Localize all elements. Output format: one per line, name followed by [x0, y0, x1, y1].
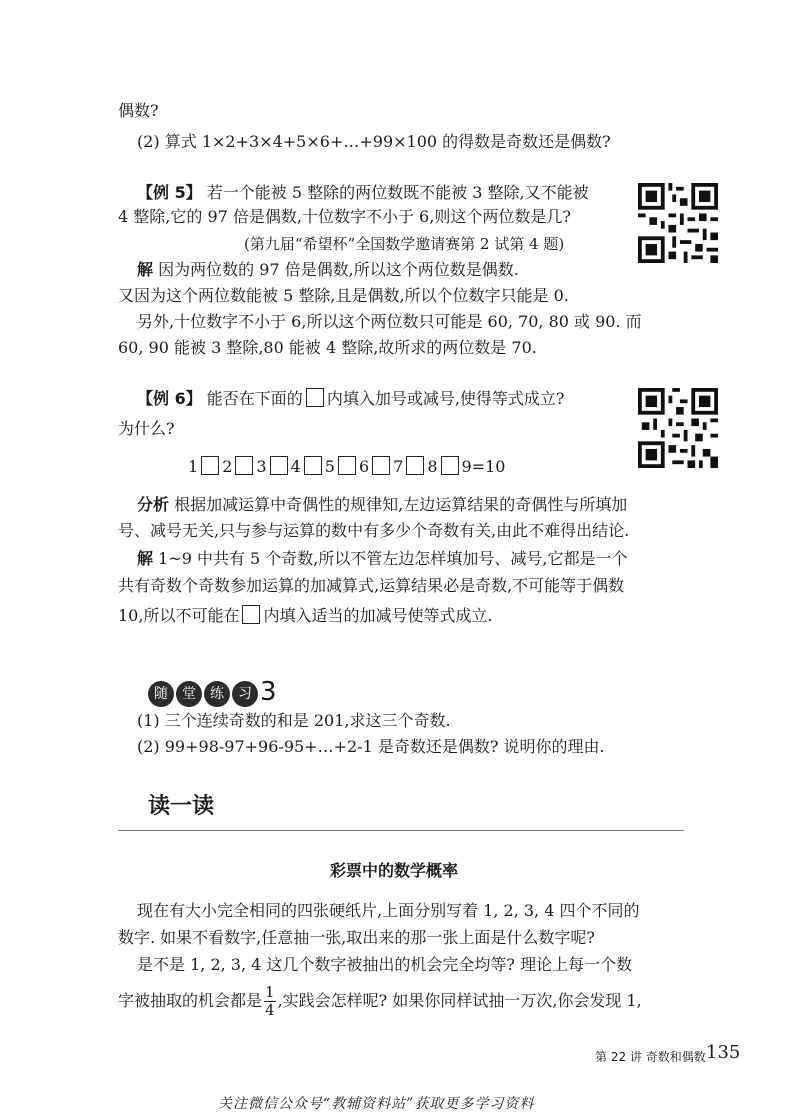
- text: ,实践会怎样呢? 如果你同样试抽一万次,你会发现 1,: [277, 991, 642, 1010]
- practice-char: 习: [232, 681, 258, 707]
- equation-number: 5: [324, 457, 335, 476]
- blank-box: [235, 456, 253, 475]
- equation-end: 9=10: [461, 457, 506, 476]
- text-line: (2) 算式 1×2+3×4+5×6+…+99×100 的得数是奇数还是偶数?: [137, 132, 611, 151]
- blank-box: [338, 456, 356, 475]
- article-title: 彩票中的数学概率: [330, 861, 459, 880]
- equation-number: 4: [290, 457, 301, 476]
- text: 10,所以不可能在: [118, 606, 240, 625]
- blank-box: [406, 456, 424, 475]
- text: 若一个能被 5 整除的两位数既不能被 3 整除,又不能被: [201, 183, 589, 202]
- equation-number: 1: [188, 457, 199, 476]
- practice-char: 随: [148, 681, 174, 707]
- text-line: [118, 605, 493, 627]
- blank-box: [372, 456, 390, 475]
- qr-code-icon: [638, 388, 718, 468]
- solution-label: 解: [137, 260, 154, 279]
- text: 1~9 中共有 5 个奇数,所以不管左边怎样填加号、减号,它都是一个: [153, 549, 628, 568]
- example-5-line1: [137, 182, 589, 204]
- blank-box: [270, 456, 288, 475]
- equation-number: 7: [393, 457, 404, 476]
- text-line: 共有奇数个奇数参加运算的加减算式,运算结果必是奇数,不可能等于偶数: [118, 576, 625, 595]
- practice-question: (2) 99+98-97+96-95+…+2-1 是奇数还是偶数? 说明你的理由.: [137, 737, 605, 756]
- blank-box: [306, 388, 324, 407]
- text-line: 另外,十位数字不小于 6,所以这个两位数只可能是 60, 70, 80 或 90. 而: [137, 312, 642, 331]
- text: 能否在下面的: [201, 389, 303, 408]
- text: 内填入适当的加减号使等式成立.: [263, 606, 493, 625]
- practice-char: 练: [204, 681, 230, 707]
- qr-code-icon: [638, 183, 718, 263]
- equation: [188, 456, 505, 478]
- text-line: 为什么?: [118, 419, 175, 438]
- solution-line: [137, 259, 519, 281]
- reading-heading: 读一读: [148, 794, 215, 819]
- example-6-line1: [137, 388, 564, 410]
- text-line: 是不是 1, 2, 3, 4 这几个数字被抽出的机会完全均等? 理论上每一个数: [137, 955, 633, 974]
- blank-box: [242, 605, 260, 624]
- analysis-label: 分析: [137, 495, 170, 514]
- equation-number: 3: [256, 457, 267, 476]
- fraction-denominator: 4: [265, 1001, 275, 1019]
- text-line: 数字. 如果不看数字,任意抽一张,取出来的那一张上面是什么数字呢?: [118, 928, 595, 947]
- example-label: 【例 5】: [137, 183, 202, 202]
- example-label: 【例 6】: [137, 389, 202, 408]
- analysis-line: [137, 494, 627, 516]
- solution-label: 解: [137, 549, 154, 568]
- page-number: 135: [706, 1042, 741, 1063]
- text-line: [118, 982, 642, 1020]
- text-line: 现在有大小完全相同的四张硬纸片,上面分别写着 1, 2, 3, 4 四个不同的: [137, 901, 640, 920]
- fraction: [264, 984, 276, 1019]
- text-line: 号、减号无关,只与参与运算的数中有多少个奇数有关,由此不难得出结论.: [118, 521, 630, 540]
- practice-question: (1) 三个连续奇数的和是 201,求这三个奇数.: [137, 711, 451, 730]
- practice-heading: [148, 675, 277, 707]
- equation-number: 6: [358, 457, 370, 476]
- blank-box: [441, 456, 459, 475]
- practice-number: 3: [260, 677, 277, 707]
- text-line: 4 整除,它的 97 倍是偶数,十位数字不小于 6,则这个两位数是几?: [118, 207, 571, 226]
- text-line: 又因为这个两位数能被 5 整除,且是偶数,所以个位数字只能是 0.: [118, 286, 569, 305]
- text-line: 60, 90 能被 3 整除,80 能被 4 整除,故所求的两位数是 70.: [118, 338, 537, 357]
- text-line: 偶数?: [118, 101, 159, 120]
- solution-line: [137, 548, 627, 570]
- blank-box: [201, 456, 219, 475]
- footer-note: 关注微信公众号“教辅资料站”获取更多学习资料: [218, 1096, 535, 1112]
- practice-char: 堂: [176, 681, 202, 707]
- text: 根据加减运算中奇偶性的规律知,左边运算结果的奇偶性与所填加: [169, 495, 628, 514]
- fraction-numerator: 1: [265, 983, 275, 1001]
- chapter-label: 第 22 讲 奇数和偶数: [595, 1050, 706, 1064]
- equation-number: 8: [427, 457, 438, 476]
- blank-box: [304, 456, 322, 475]
- equation-number: 2: [222, 457, 233, 476]
- text: 内填入加号或减号,使得等式成立?: [326, 389, 565, 408]
- text: 因为两位数的 97 倍是偶数,所以这个两位数是偶数.: [153, 260, 519, 279]
- text: 字被抽取的机会都是: [118, 991, 263, 1010]
- source-note: (第九届“希望杯”全国数学邀请赛第 2 试第 4 题): [244, 235, 565, 253]
- divider: [118, 830, 684, 831]
